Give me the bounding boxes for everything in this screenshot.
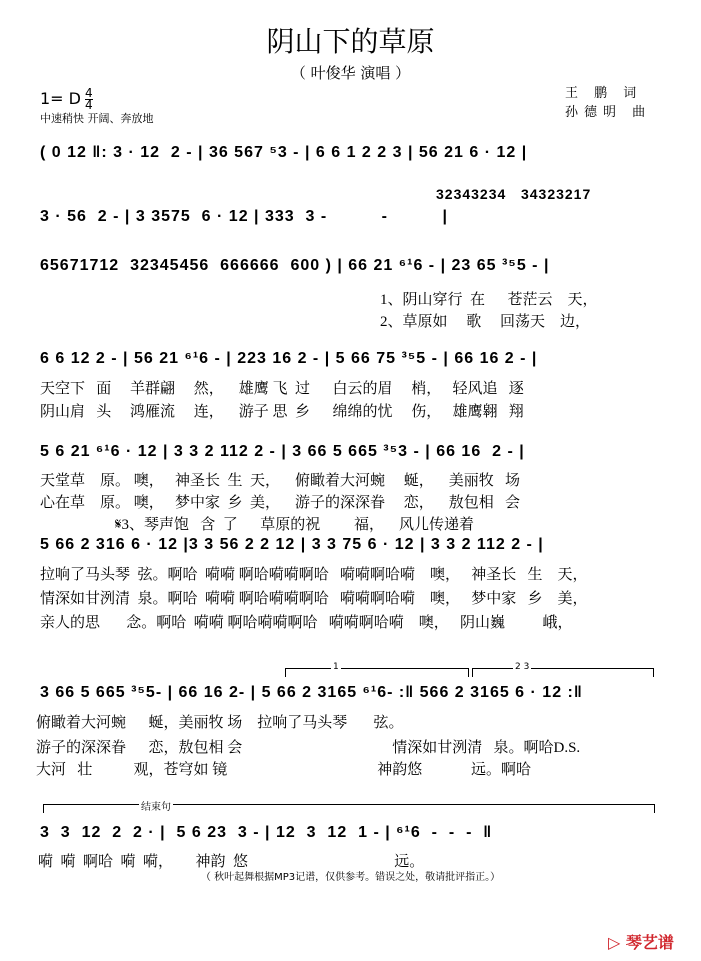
ending-label: 结束句 bbox=[139, 798, 173, 813]
time-top: 4 bbox=[85, 86, 93, 100]
lyric-line: 拉响了马头琴 弦。啊哈 嗬嗬 啊哈嗬嗬啊哈 嗬嗬啊哈嗬 噢， 神圣长 生 天， bbox=[40, 567, 588, 583]
score-row-3: 65671712 32345456 666666 600 ) | 66 21 ⁶¹6 - | 23 65 ³⁵5 - | bbox=[40, 257, 550, 274]
volta-1-label: 1 bbox=[333, 662, 339, 672]
singer: （ 叶俊华 演唱 ） bbox=[290, 64, 411, 82]
lyric-line: 大河 壮 观，苍穹如 镜 神韵悠 远。啊哈 bbox=[36, 762, 532, 778]
lyric-line: 阴山肩 头 鸿雁流 连， 游子 思 乡 绵绵的忧 伤， 雄鹰翱 翔 bbox=[40, 404, 524, 420]
score-row-2-upper: 32343234 34323217 bbox=[436, 186, 592, 202]
composer: 孙德明 曲 bbox=[565, 105, 652, 120]
score-row-2: 3 · 56 2 - | 3 3575 6 · 12 | 333 3 - - | bbox=[40, 208, 448, 225]
lyric-line: 游子的深深眷 恋，敖包相 会 情深如甘洌清 泉。啊哈D.S. bbox=[36, 740, 581, 756]
time-signature bbox=[85, 88, 93, 111]
key-signature bbox=[40, 88, 93, 111]
lyric-line: 心在草 原。 噢， 梦中家 乡 美， 游子的深深眷 恋， 敖包相 会 bbox=[40, 495, 521, 511]
lyric-line: 俯瞰着大河蜿 蜒，美丽牧 场 拉响了马头琴 弦。 bbox=[36, 715, 404, 731]
score-row-5: 5 6 21 ⁶¹6 · 12 | 3 3 2 112 2 - | 3 66 5 665 ³⁵3 - | 66 16 2 - | bbox=[40, 443, 525, 460]
lyric-line: 1、阴山穿行 在 苍茫云 天， bbox=[380, 292, 598, 308]
lyric-line: 亲人的思 念。啊哈 嗬嗬 啊哈嗬嗬啊哈 嗬嗬啊哈嗬 噢， 阴山巍 峨， bbox=[40, 615, 573, 631]
site-logo: ▷ 琴艺谱 bbox=[608, 933, 674, 952]
volta-2-label: 2 3 bbox=[515, 662, 530, 672]
score-row-1: ( 0 12 ‖: 3 · 12 2 - | 36 567 ⁵3 - | 6 6 1 2 2 3 | 56 21 6 · 12 | bbox=[40, 144, 528, 161]
score-row-7: 3 66 5 665 ³⁵5- | 66 16 2- | 5 66 2 3165 ⁶¹6- :‖ 566 2 3165 6 · 12 :‖ bbox=[40, 684, 583, 701]
lyric-line: 天空下 面 羊群翩 然， 雄鹰 飞 过 白云的眉 梢， 轻风追 逐 bbox=[40, 381, 524, 397]
song-title: 阴山下的草原 bbox=[266, 25, 435, 58]
score-row-8: 3 3 12 2 2 · | 5 6 23 3 - | 12 3 12 1 - | ⁶¹6 - - - ‖ bbox=[40, 824, 493, 841]
time-bottom: 4 bbox=[85, 98, 93, 112]
lyric-line: 情深如甘洌清 泉。啊哈 嗬嗬 啊哈嗬嗬啊哈 嗬嗬啊哈嗬 噢， 梦中家 乡 美， bbox=[40, 591, 588, 607]
footnote: （ 秋叶起舞根据MP3记谱，仅供参考。错误之处，敬请批评指正。） bbox=[200, 872, 501, 883]
ending-bracket bbox=[43, 804, 655, 813]
lyric-line: 嗬 嗬 啊哈 嗬 嗬， 神韵 悠 远。 bbox=[38, 854, 425, 870]
lyricist: 王 鹏 词 bbox=[565, 86, 643, 101]
tempo-marking: 中速稍快 开阔、奔放地 bbox=[40, 112, 154, 125]
lyric-line: 天堂草 原。 噢， 神圣长 生 天， 俯瞰着大河蜿 蜒， 美丽牧 场 bbox=[40, 473, 521, 489]
score-row-4: 6 6 12 2 - | 56 21 ⁶¹6 - | 223 16 2 - | 5 66 75 ³⁵5 - | 66 16 2 - | bbox=[40, 350, 538, 367]
volta-1 bbox=[285, 662, 469, 677]
key: 1= D bbox=[40, 89, 81, 108]
logo-text: 琴艺谱 bbox=[625, 933, 674, 952]
score-row-6: 5 66 2 316 6 · 12 |3 3 56 2 2 12 | 3 3 75 6 · 12 | 3 3 2 112 2 - | bbox=[40, 536, 544, 553]
lyric-line: 2、草原如 歌 回荡天 边， bbox=[380, 314, 591, 330]
lyric-line: 𝄋3、琴声饱 含 了 草原的祝 福， 风儿传递着 bbox=[40, 517, 474, 533]
volta-2 bbox=[472, 662, 654, 677]
